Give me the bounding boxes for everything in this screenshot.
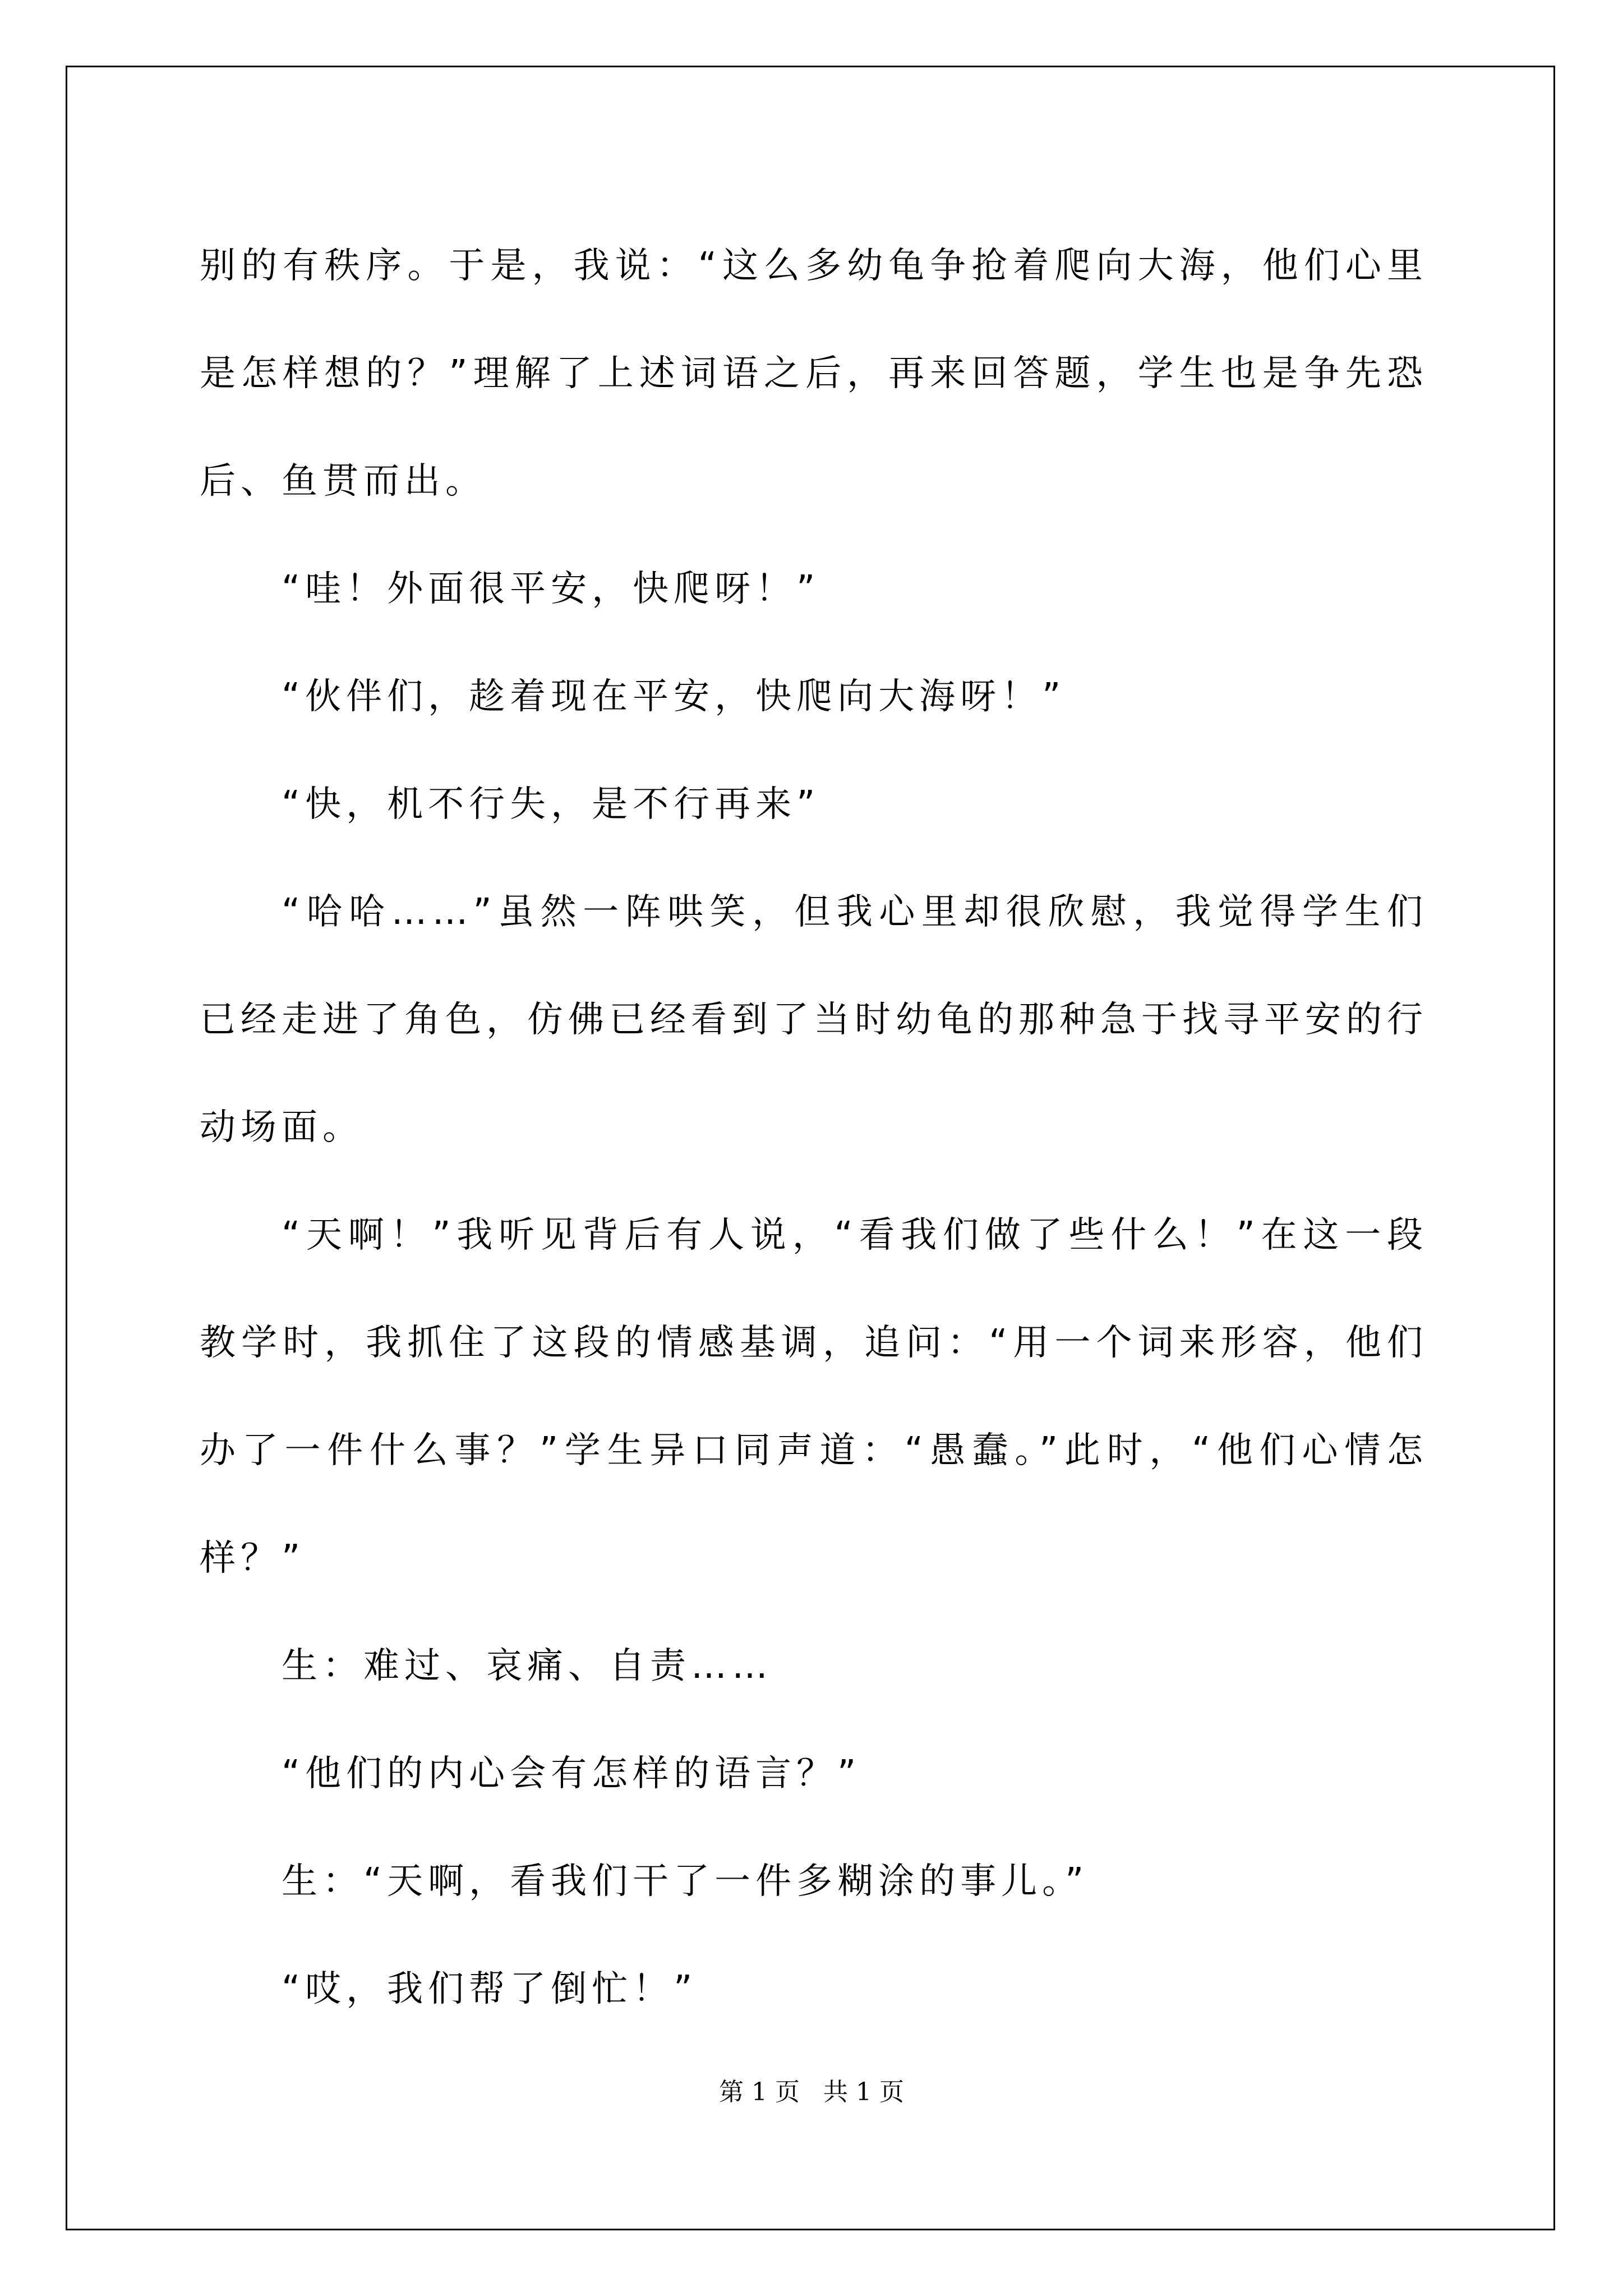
document-body [200, 212, 1428, 2043]
paragraph: “伙伴们，趁着现在平安，快爬向大海呀！” [282, 676, 1066, 717]
paragraph: “哈哈……”虽然一阵哄笑，但我心里却很欣慰，我觉得学生们已经走进了角色，仿佛已经看到了当时幼龟的那种急于找寻平安的行动场面。 [200, 891, 1428, 1148]
paragraph: “他们的内心会有怎样的语言？” [282, 1753, 861, 1795]
paragraph: “哇！外面很平安，快爬呀！” [282, 568, 820, 610]
paragraph: 生：“天啊，看我们干了一件多糊涂的事儿。” [282, 1861, 1089, 1902]
paragraph: “哎，我们帮了倒忙！” [282, 1968, 698, 2010]
paragraph: 生：难过、哀痛、自责…… [282, 1645, 773, 1687]
paragraph: “快，机不行失，是不行再来” [282, 784, 820, 825]
page-footer: 第 1 页 共 1 页 [719, 2078, 904, 2106]
paragraph: “天啊！”我听见背后有人说，“看我们做了些什么！”在这一段教学时，我抓住了这段的情感基调，追问：“用一个词来形容，他们办了一件什么事？”学生异口同声道：“愚蠢。”此时，“他们心情怎样？” [200, 1214, 1428, 1579]
paragraph: 别的有秩序。于是，我说：“这么多幼龟争抢着爬向大海，他们心里是怎样想的？”理解了上述词语之后，再来回答题，学生也是争先恐后、鱼贯而出。 [200, 245, 1428, 502]
